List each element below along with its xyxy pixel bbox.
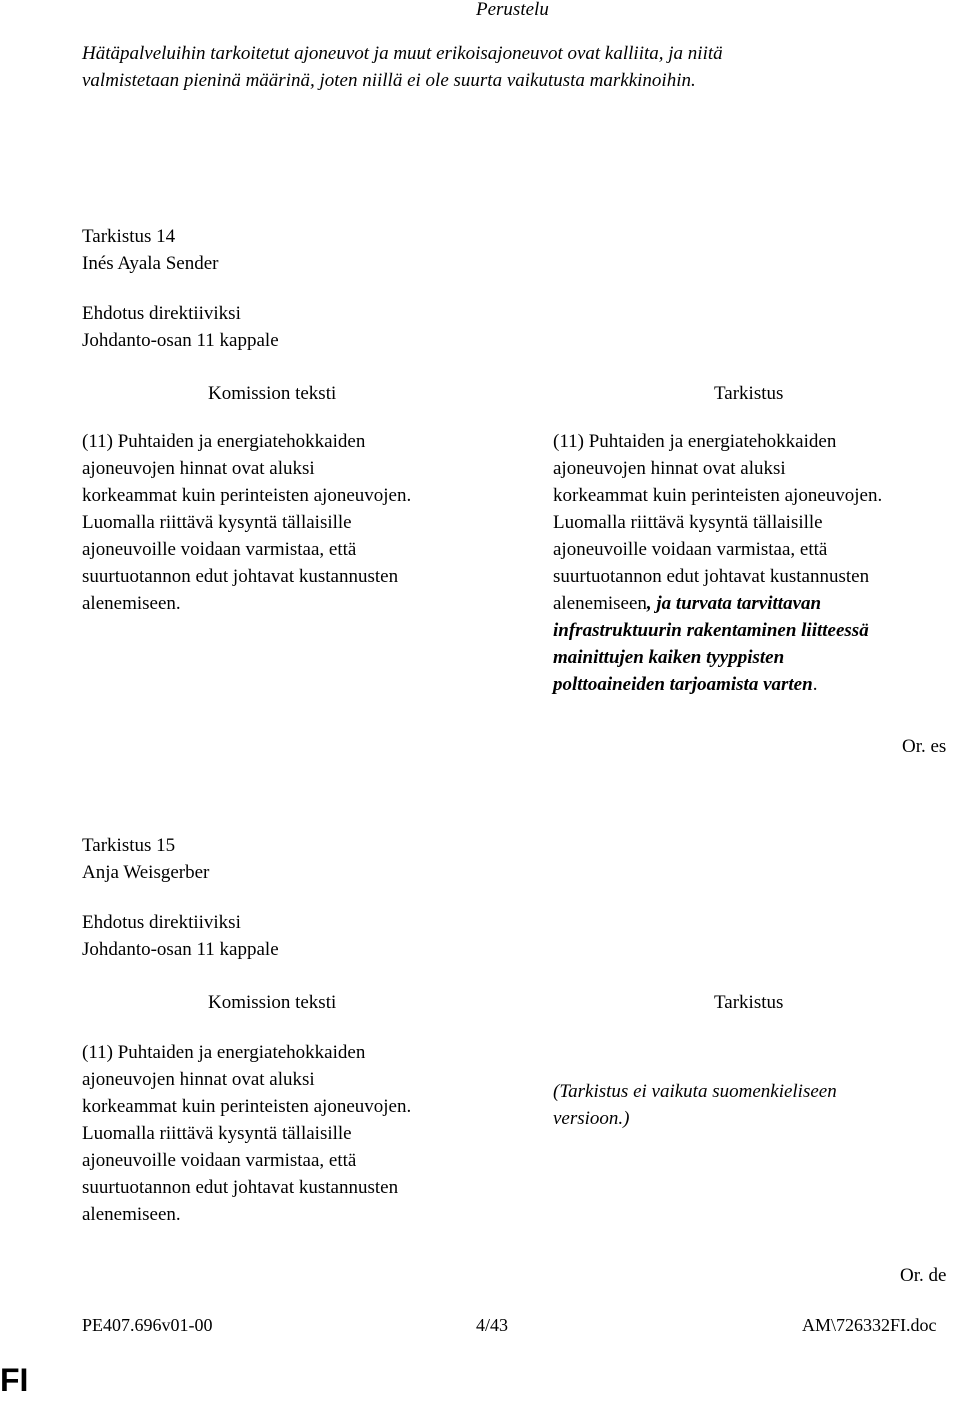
text-added-line: mainittujen kaiken tyyppisten [553, 647, 785, 668]
text-line [553, 671, 882, 698]
text-line: suurtuotannon edut johtavat kustannusten [82, 1177, 399, 1198]
amendment-15-location: Johdanto-osan 11 kappale [82, 939, 279, 960]
amendment-15-original-language: Or. de [900, 1265, 947, 1286]
footer-page-number: 4/43 [476, 1315, 509, 1335]
text-plain: . [812, 674, 818, 695]
text-line [553, 590, 882, 617]
text-line: ajoneuvojen hinnat ovat aluksi [82, 1069, 315, 1090]
text-line: alenemiseen. [82, 1204, 181, 1225]
text-line: alenemiseen. [82, 593, 181, 614]
text-line: suurtuotannon edut johtavat kustannusten [553, 566, 870, 587]
text-added: polttoaineiden tarjoamista varten [553, 674, 813, 695]
text-line: ajoneuvoille voidaan varmistaa, että [82, 1150, 357, 1171]
text-line: ajoneuvoille voidaan varmistaa, että [553, 539, 828, 560]
justification-line: Hätäpalveluihin tarkoitetut ajoneuvot ja muut erikoisajoneuvot ovat kalliita, ja niitä [82, 43, 723, 64]
text-line: suurtuotannon edut johtavat kustannusten [82, 566, 399, 587]
amendment-15-right-header: Tarkistus [714, 992, 784, 1013]
text-line: ajoneuvojen hinnat ovat aluksi [82, 458, 315, 479]
footer-language-code: FI [0, 1362, 29, 1398]
text-line: versioon.) [553, 1108, 630, 1129]
text-line: (11) Puhtaiden ja energiatehokkaiden [82, 431, 366, 452]
amendment-15-amended-text [553, 1078, 837, 1132]
text-added: , ja turvata tarvittavan [646, 593, 822, 614]
text-line: korkeammat kuin perinteisten ajoneuvojen. [82, 1096, 412, 1117]
amendment-14-amended-text [553, 428, 882, 698]
text-plain: alenemiseen [553, 593, 647, 614]
amendment-14-proposal: Ehdotus direktiiviksi [82, 303, 241, 324]
amendment-15-commission-text [82, 1039, 411, 1228]
text-line: ajoneuvojen hinnat ovat aluksi [553, 458, 786, 479]
justification-heading: Perustelu [476, 0, 549, 20]
text-added-line: infrastruktuurin rakentaminen liitteessä [553, 620, 869, 641]
text-line: (11) Puhtaiden ja energiatehokkaiden [553, 431, 837, 452]
text-line: ajoneuvoille voidaan varmistaa, että [82, 539, 357, 560]
text-line: (11) Puhtaiden ja energiatehokkaiden [82, 1042, 366, 1063]
text-line: Luomalla riittävä kysyntä tällaisille [553, 512, 823, 533]
amendment-14-number: Tarkistus 14 [82, 226, 176, 247]
text-line: korkeammat kuin perinteisten ajoneuvojen. [82, 485, 412, 506]
text-line: Luomalla riittävä kysyntä tällaisille [82, 512, 352, 533]
text-line: (Tarkistus ei vaikuta suomenkieliseen [553, 1081, 837, 1102]
amendment-14-original-language: Or. es [902, 736, 947, 757]
amendment-15-proposal: Ehdotus direktiiviksi [82, 912, 241, 933]
justification-line: valmistetaan pieninä määrinä, joten niillä ei ole suurta vaikutusta markkinoihin. [82, 70, 696, 91]
footer-doc-ref: PE407.696v01-00 [82, 1315, 213, 1335]
amendment-14-left-header: Komission teksti [208, 383, 337, 404]
amendment-15-author: Anja Weisgerber [82, 862, 210, 883]
amendment-15-left-header: Komission teksti [208, 992, 337, 1013]
justification-text [82, 40, 723, 94]
amendment-14-location: Johdanto-osan 11 kappale [82, 330, 279, 351]
text-line: korkeammat kuin perinteisten ajoneuvojen. [553, 485, 883, 506]
amendment-14-commission-text [82, 428, 411, 617]
text-line: Luomalla riittävä kysyntä tällaisille [82, 1123, 352, 1144]
footer-file-name: AM\726332FI.doc [802, 1315, 937, 1335]
amendment-15-number: Tarkistus 15 [82, 835, 176, 856]
amendment-14-author: Inés Ayala Sender [82, 253, 219, 274]
amendment-14-right-header: Tarkistus [714, 383, 784, 404]
